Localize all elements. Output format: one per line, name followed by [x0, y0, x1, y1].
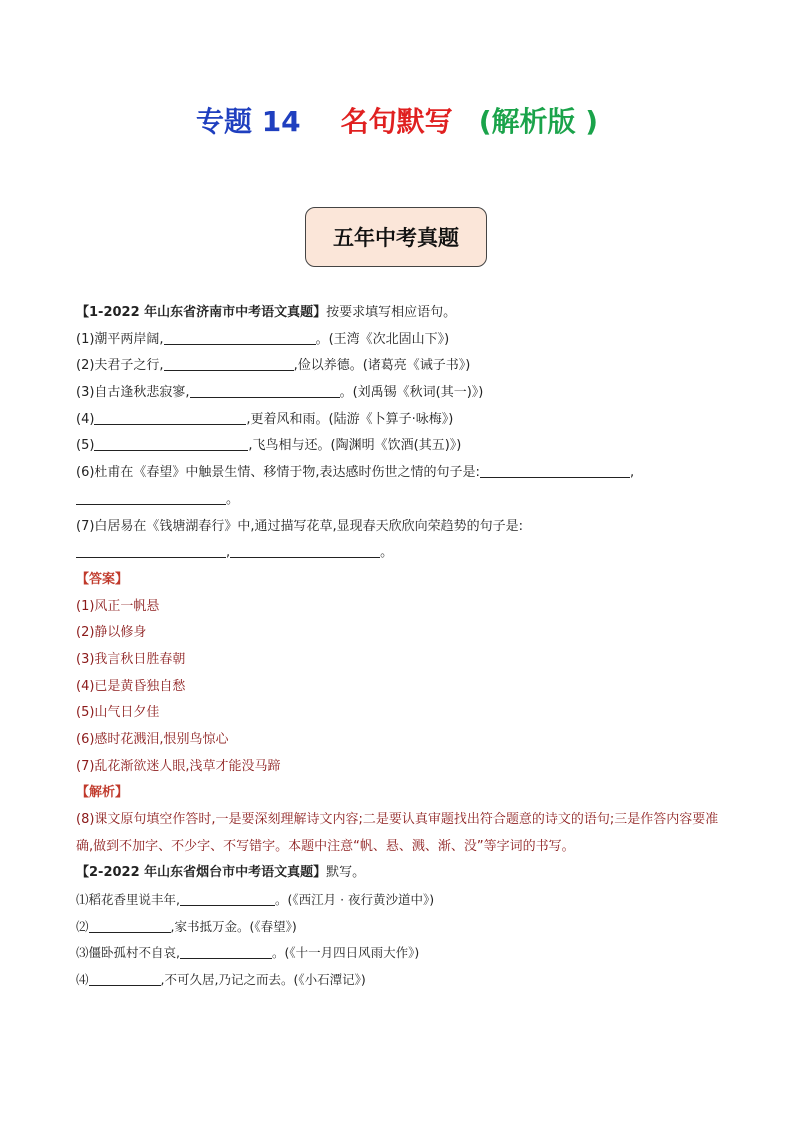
question-1-heading: [76, 300, 726, 327]
answer-line: (5)山气日夕佳: [76, 705, 160, 721]
item-text: ⑵: [76, 918, 89, 934]
question-1-instruction: 按要求填写相应语句。: [326, 305, 457, 320]
item-text: ,俭以养德。(诸葛亮《诫子书》): [293, 358, 471, 374]
question-2-item-4: [76, 967, 726, 994]
question-1-item-2: [76, 353, 726, 380]
item-text: (3)自古逢秋悲寂寥,: [76, 385, 190, 401]
item-text: ⑷: [76, 971, 89, 987]
question-1-item-4: [76, 407, 726, 434]
answer-blank[interactable]: [230, 542, 380, 558]
answer-label: 【答案】: [76, 571, 129, 587]
item-text: ⑶僵卧孤村不自哀,: [76, 945, 180, 961]
question-2-item-3: [76, 940, 726, 967]
question-2-item-2: [76, 914, 726, 941]
item-text: (2)夫君子之行,: [76, 358, 164, 374]
answer-line: (1)风正一帆悬: [76, 598, 160, 614]
answer-blank[interactable]: [89, 970, 161, 986]
item-punctuation: ,: [226, 545, 231, 561]
item-punctuation: 。: [380, 545, 394, 561]
answer-blank[interactable]: [190, 382, 340, 398]
answer-line: (3)我言秋日胜春朝: [76, 651, 186, 667]
answer-blank[interactable]: [180, 943, 272, 959]
answer-blank[interactable]: [76, 489, 226, 505]
answer-line: (7)乱花渐欲迷人眼,浅草才能没马蹄: [76, 758, 281, 774]
question-1-item-3: [76, 380, 726, 407]
title-topic-name: 名句默写: [340, 105, 453, 138]
question-1-item-1: [76, 327, 726, 354]
item-punctuation: ,: [629, 465, 635, 481]
title-edition: (解析版 ): [478, 105, 599, 138]
item-text: ⑴稻花香里说丰年,: [76, 892, 180, 908]
question-1-source: 【1-2022 年山东省济南市中考语文真题】: [76, 305, 327, 320]
item-text: 。(刘禹锡《秋词(其一)》): [339, 385, 484, 401]
question-1-item-6-continued: [76, 487, 726, 514]
document-content: [76, 300, 726, 993]
answer-blank[interactable]: [94, 409, 246, 425]
analysis-label: 【解析】: [76, 785, 129, 801]
analysis-text: (8)课文原句填空作答时,一是要深刻理解诗文内容;二是要认真审题找出符合题意的诗文的语句;三是作答内容要准确,做到不加字、不少字、不写错字。本题中注意“帆、悬、溅、渐、没”等字词的书写。: [76, 812, 719, 854]
answer-line: (6)感时花溅泪,恨别鸟惊心: [76, 732, 229, 747]
answer-blank[interactable]: [89, 917, 171, 933]
question-2-source: 【2-2022 年山东省烟台市中考语文真题】: [76, 865, 327, 881]
item-text: 。(《十一月四日风雨大作》): [271, 945, 420, 961]
page-title: [0, 100, 794, 144]
section-heading-box: [305, 207, 487, 267]
item-text: (5): [76, 438, 95, 454]
answer-blank[interactable]: [76, 542, 226, 558]
question-1-item-6: [76, 460, 726, 487]
question-1-item-7: [76, 514, 726, 541]
answer-blank[interactable]: [94, 435, 248, 451]
item-punctuation: 。: [226, 491, 240, 507]
answer-line: (2)静以修身: [76, 625, 147, 641]
question-2-instruction: 默写。: [326, 865, 366, 881]
item-text: (7)白居易在《钱塘湖春行》中,通过描写花草,显现春天欣欣向荣趋势的句子是:: [76, 518, 524, 534]
question-1-item-7-continued: [76, 540, 726, 567]
question-2-heading: [76, 860, 726, 887]
item-text: (4): [76, 411, 95, 427]
answer-blank[interactable]: [180, 890, 275, 906]
item-text: (1)潮平两岸阔,: [76, 331, 164, 347]
item-text: 。(王湾《次北固山下》): [315, 331, 450, 347]
answer-line: (4)已是黄昏独自愁: [76, 678, 186, 694]
item-text: (6)杜甫在《春望》中触景生情、移情于物,表达感时伤世之情的句子是:: [76, 465, 480, 481]
item-text: ,更着风和雨。(陆游《卜算子·咏梅》): [246, 411, 454, 427]
question-2-item-1: [76, 887, 726, 914]
answer-blank[interactable]: [480, 462, 630, 478]
question-1-item-5: [76, 433, 726, 460]
section-heading: 五年中考真题: [333, 225, 459, 250]
item-text: ,不可久居,乃记之而去。(《小石潭记》): [160, 971, 366, 987]
item-text: ,家书抵万金。(《春望》): [170, 918, 297, 934]
answer-blank[interactable]: [164, 329, 316, 345]
answer-blank[interactable]: [164, 355, 294, 371]
title-topic-number: 专题 14: [195, 105, 301, 138]
item-text: 。(《西江月 · 夜行黄沙道中》): [274, 892, 435, 908]
item-text: ,飞鸟相与还。(陶渊明《饮酒(其五)》): [248, 438, 462, 454]
